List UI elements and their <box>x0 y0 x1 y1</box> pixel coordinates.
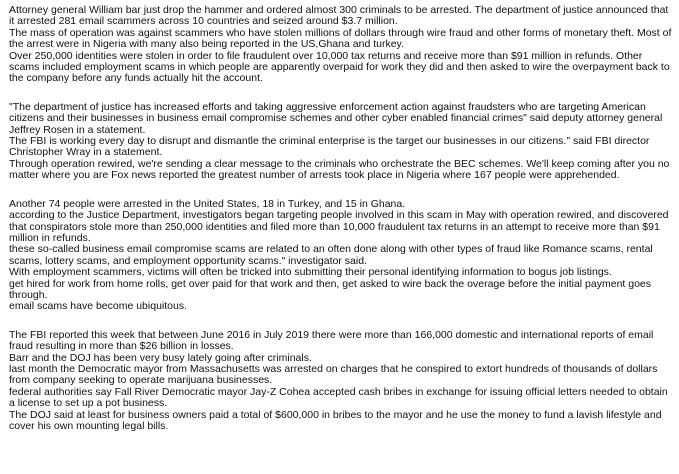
paragraph: last month the Democratic mayor from Massachusetts was arrested on charges that he conspired to extort hundreds of thousands of dollars from company seeking to operate marijuana businesses. <box>9 362 658 387</box>
paragraph: The mass of operation was against scammers who have stolen millions of dollars through wire fraud and other forms of monetary theft. Most of the arrest were in Nigeria with many also being reported in the US,Ghana and turkey. <box>9 26 672 51</box>
section-fbi-report <box>9 330 673 433</box>
paragraph: The FBI is working every day to disrupt and dismantle the criminal enterprise is the target our businesses in our citizens." said FBI director Christopher Wray in a statement. <box>9 135 650 159</box>
paragraph: according to the Justice Department, investigators began targeting people involved in this scam in May with operation rewired, and discovered that conspirators stole more than 250,000 identities and filed more than 10,000 fraudulent tax returns in an attempt to receive more than $91 million in refunds. <box>9 209 669 244</box>
paragraph: federal authorities say Fall River Democratic mayor Jay-Z Cohea accepted cash bribes in exchange for issuing official letters needed to obtain a license to set up a pot business. <box>9 385 668 410</box>
paragraph: Barr and the DOJ has been very busy lately going after criminals. <box>9 351 312 364</box>
paragraph: The DOJ said at least for business owners paid a total of $600,000 in bribes to the mayor and he use the money to fund a lavish lifestyle and cover his own mounting legal bills. <box>9 408 662 432</box>
paragraph-spacer <box>9 182 673 199</box>
paragraph: "The department of justice has increased efforts and taking aggressive enforcement action against fraudsters who are targeting American citizens and their businesses in business email compromise schemes and other cyber enabled financial crimes" said deputy attorney general Jeffrey Rosen in a statement. <box>9 100 663 136</box>
section-official-statements <box>9 102 673 182</box>
paragraph: these so-called business email compromise scams are related to an often done along with other types of fraud like Romance scams, rental scams, lottery scams, and employment opportunity scams." investigator said. <box>9 243 653 267</box>
section-arrests-announcement <box>9 5 673 85</box>
paragraph-spacer <box>9 85 673 102</box>
section-scam-details <box>9 199 673 313</box>
paragraph: The FBI reported this week that between June 2016 in July 2019 there were more than 166,000 domestic and international reports of email fraud resulting in more than $26 billion in losses. <box>9 328 654 353</box>
paragraph: Over 250,000 identities were stolen in order to file fraudulent over 10,000 tax returns and receive more than $91 million in refunds. Other scams included employment scams in which people are apparently overpaid for work they did and then asked to wire the overpayment back to the company before any funds actually hit the account. <box>9 49 670 85</box>
paragraph: get hired for work from home rolls, get over paid for that work and then, get asked to wire back the overage before the initial payment goes through. <box>9 277 652 301</box>
paragraph: With employment scammers, victims will often be tricked into submitting their personal identifying information to bogus job listings. <box>9 266 612 279</box>
paragraph: email scams have become ubiquitous. <box>9 300 188 313</box>
paragraph: Attorney general William bar just drop the hammer and ordered almost 300 criminals to be arrested. The department of justice announced that it arrested 281 email scammers across 10 countries and seized around $3.7 million. <box>9 4 669 28</box>
paragraph-spacer <box>9 313 673 330</box>
document-body <box>9 5 673 432</box>
paragraph: Through operation rewired, we're sending a clear message to the criminals who orchestrate the BEC schemes. We'll keep coming after you no matter where you are Fox news reported the greatest number of arrests took place in Nigeria where 167 people were apprehended. <box>9 157 670 182</box>
paragraph: Another 74 people were arrested in the United States, 18 in Turkey, and 15 in Ghana. <box>9 197 406 210</box>
